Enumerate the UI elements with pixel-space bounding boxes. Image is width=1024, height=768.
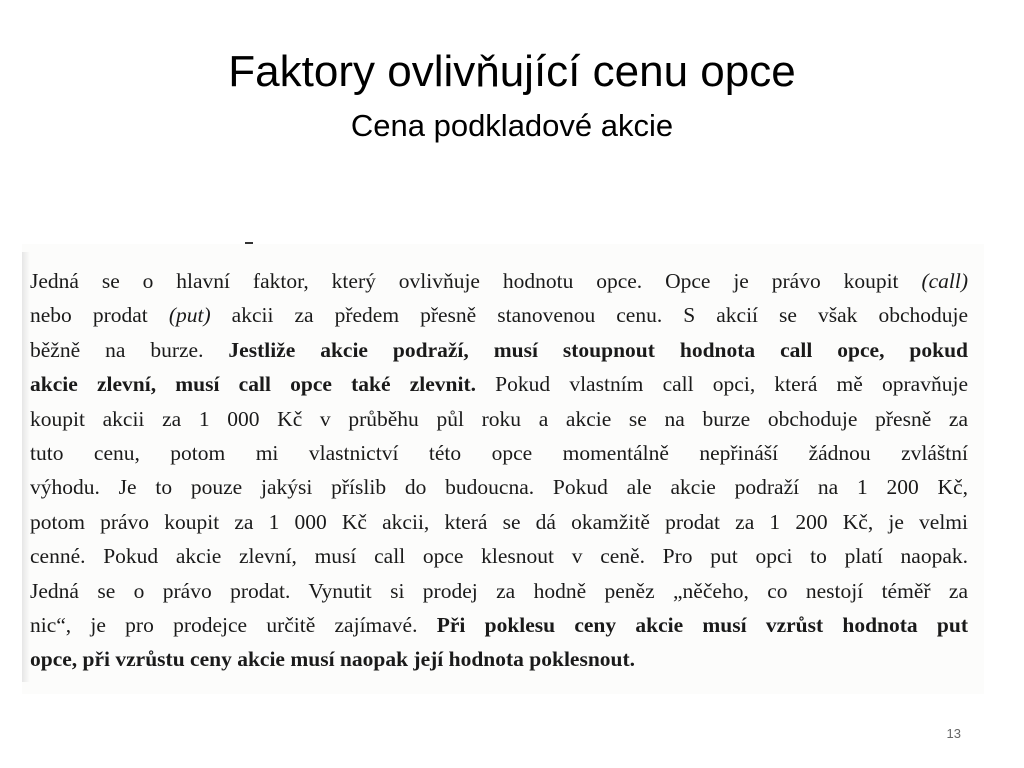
scan-mark xyxy=(245,242,253,244)
text-run: nebo prodat xyxy=(30,303,169,328)
paragraph-line xyxy=(30,505,968,539)
bold-text-run: Jestliže akcie podraží, musí stoupnout hodnota call opce, pokud xyxy=(228,337,968,362)
paragraph-line xyxy=(30,402,968,436)
paragraph-line xyxy=(30,608,968,642)
paragraph-line xyxy=(30,642,968,676)
paragraph-line xyxy=(30,436,968,470)
text-run: běžně na burze. xyxy=(30,337,229,362)
paragraph-line xyxy=(30,298,968,332)
text-run: koupit akcii za 1 000 Kč v průběhu půl roku a akcie se na burze obchoduje přesně za xyxy=(30,406,968,431)
paragraph-line xyxy=(30,470,968,504)
text-run: nic“, je pro prodejce určitě zajímavé. xyxy=(30,613,437,638)
text-run: akcii za předem přesně stanovenou cenu. S akcií se však obchoduje xyxy=(210,303,969,328)
paragraph-line xyxy=(30,574,968,608)
text-run: Jedná se o hlavní faktor, který ovlivňuje hodnotu opce. Opce je právo koupit xyxy=(30,269,922,293)
text-run: výhodu. Je to pouze jakýsi příslib do budoucna. Pokud ale akcie podraží na 1 200 Kč, xyxy=(30,475,968,500)
text-run: Jedná se o právo prodat. Vynutit si prodej za hodně peněz „něčeho, co nestojí téměř za xyxy=(30,578,968,603)
page-number: 13 xyxy=(946,726,961,741)
paragraph-line xyxy=(30,333,968,367)
scan-edge-shadow xyxy=(22,252,30,682)
bold-text-run: akcie zlevní, musí call opce také zlevnit. xyxy=(30,372,476,397)
text-run: cenné. Pokud akcie zlevní, musí call opce klesnout v ceně. Pro put opci to platí naopak. xyxy=(30,544,968,569)
paragraph-line xyxy=(30,367,968,401)
italic-text-run: (call) xyxy=(921,269,968,293)
italic-text-run: (put) xyxy=(168,303,211,328)
slide-title: Faktory ovlivňující cenu opce xyxy=(228,47,796,96)
text-run: potom právo koupit za 1 000 Kč akcii, která se dá okamžitě prodat za 1 200 Kč, je velmi xyxy=(30,509,968,534)
scanned-paragraph xyxy=(30,264,968,677)
bold-text-run: Při poklesu ceny akcie musí vzrůst hodnota put xyxy=(436,613,968,638)
paragraph-line xyxy=(30,539,968,573)
paragraph-line xyxy=(30,264,968,298)
bold-text-run: opce, při vzrůstu ceny akcie musí naopak její hodnota poklesnout. xyxy=(30,647,636,672)
slide-subtitle: Cena podkladové akcie xyxy=(350,108,674,143)
text-run: tuto cenu, potom mi vlastnictví této opce momentálně nepřináší žádnou zvláštní xyxy=(30,441,968,466)
text-run: Pokud vlastním call opci, která mě opravňuje xyxy=(475,372,968,397)
